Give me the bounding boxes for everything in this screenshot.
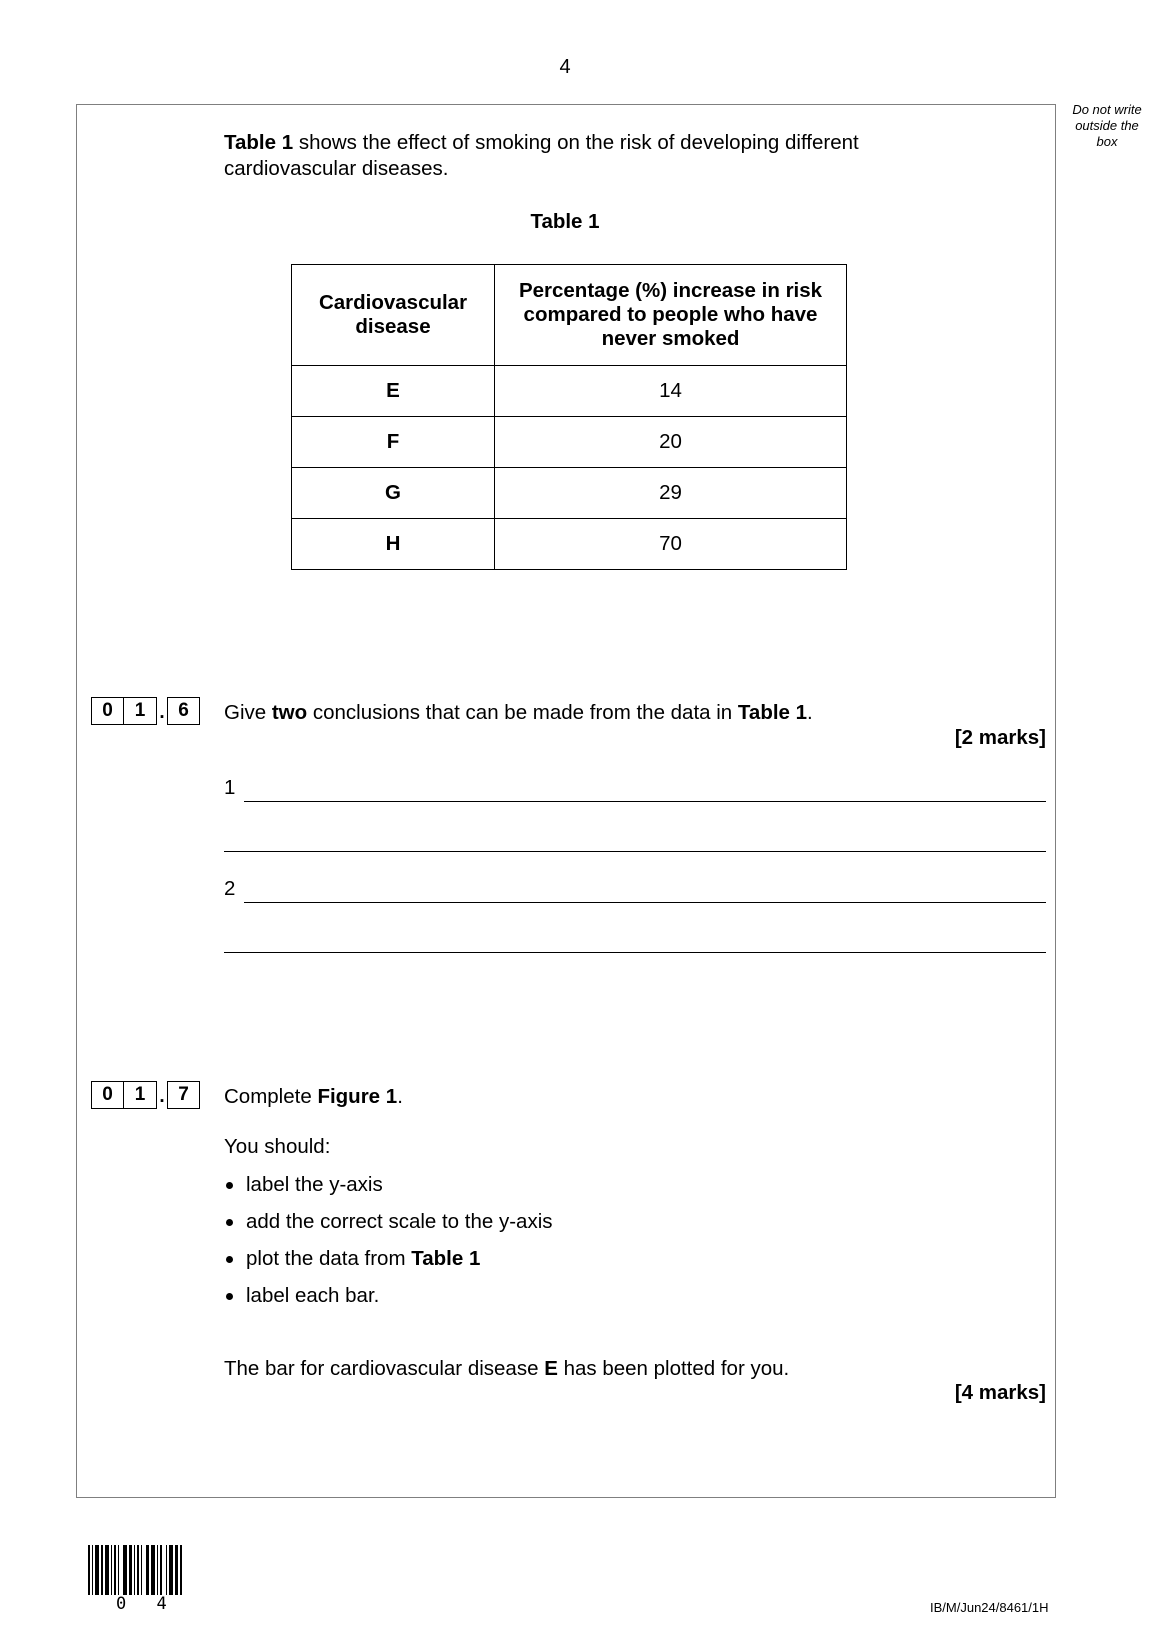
note-text-b: has been plotted for you. [557, 1357, 790, 1380]
bullet-bold: Table 1 [411, 1247, 481, 1270]
bullet-text: plot the data from [246, 1247, 412, 1270]
q17-bold: Figure 1 [317, 1085, 398, 1108]
bullet-text: label the y-axis [246, 1173, 383, 1196]
list-item [224, 1283, 553, 1320]
bullet-icon [226, 1293, 233, 1300]
q17-text-end: . [397, 1085, 403, 1108]
cell-increase: 70 [495, 519, 847, 570]
table-row [292, 468, 847, 519]
list-item [224, 1246, 553, 1283]
marks-016: [2 marks] [954, 726, 1046, 749]
cell-disease: F [292, 417, 495, 468]
bullet-text: add the correct scale to the y-axis [246, 1210, 553, 1233]
cell-increase: 20 [495, 417, 847, 468]
list-item [224, 1209, 553, 1246]
instruction-list [224, 1172, 553, 1320]
marks-017: [4 marks] [954, 1381, 1046, 1404]
page-number: 4 [559, 56, 571, 78]
answer-line-2a[interactable] [244, 902, 1046, 903]
you-should-label: You should: [224, 1135, 331, 1158]
qnum-digit: 7 [167, 1081, 200, 1109]
qnum-dot: . [159, 1086, 165, 1107]
intro-paragraph [224, 130, 924, 182]
note-bold: E [544, 1357, 558, 1380]
paper-code: IB/M/Jun24/8461/1H [930, 1600, 1049, 1615]
answer-label-2: 2 [224, 877, 236, 900]
bullet-icon [226, 1256, 233, 1263]
data-table [291, 264, 847, 570]
qnum-digit: 1 [124, 1081, 157, 1109]
q16-text-b: conclusions that can be made from the data in [307, 701, 738, 724]
header-disease: Cardiovascular disease [292, 265, 495, 366]
q16-text-end: . [807, 701, 813, 724]
q16-bold-2: Table 1 [737, 701, 808, 724]
cell-disease: E [292, 366, 495, 417]
header-increase: Percentage (%) increase in risk compared to people who have never smoked [495, 265, 847, 366]
cell-disease: G [292, 468, 495, 519]
table-row [292, 519, 847, 570]
q16-bold: two [271, 701, 308, 724]
q16-text-a: Give [224, 701, 272, 724]
qnum-digit: 6 [167, 697, 200, 725]
question-number-01-7 [91, 1081, 200, 1109]
answer-line-2b[interactable] [224, 952, 1046, 953]
intro-bold-lead: Table 1 [224, 131, 294, 154]
list-item [224, 1172, 553, 1209]
barcode-number: 0 4 [116, 1594, 177, 1614]
bullet-icon [226, 1182, 233, 1189]
question-016-text [224, 700, 813, 726]
cell-disease: H [292, 519, 495, 570]
table-header-row [292, 265, 847, 366]
q17-text-a: Complete [224, 1085, 318, 1108]
cell-increase: 29 [495, 468, 847, 519]
bullet-text: label each bar. [246, 1284, 380, 1307]
barcode-icon [88, 1545, 184, 1595]
table-row [292, 417, 847, 468]
answer-label-1: 1 [224, 776, 236, 799]
qnum-digit: 0 [91, 1081, 124, 1109]
note-text-a: The bar for cardiovascular disease [224, 1357, 545, 1380]
plotted-note [224, 1356, 789, 1382]
question-017-text [224, 1084, 403, 1110]
qnum-dot: . [159, 702, 165, 723]
cell-increase: 14 [495, 366, 847, 417]
intro-text: shows the effect of smoking on the risk of developing different cardiovascular diseases. [224, 131, 859, 180]
question-number-01-6 [91, 697, 200, 725]
answer-line-1b[interactable] [224, 851, 1046, 852]
bullet-icon [226, 1219, 233, 1226]
margin-note: Do not write outside the box [1072, 102, 1142, 149]
answer-line-1a[interactable] [244, 801, 1046, 802]
table-caption: Table 1 [530, 210, 600, 233]
qnum-digit: 1 [124, 697, 157, 725]
qnum-digit: 0 [91, 697, 124, 725]
table-row [292, 366, 847, 417]
